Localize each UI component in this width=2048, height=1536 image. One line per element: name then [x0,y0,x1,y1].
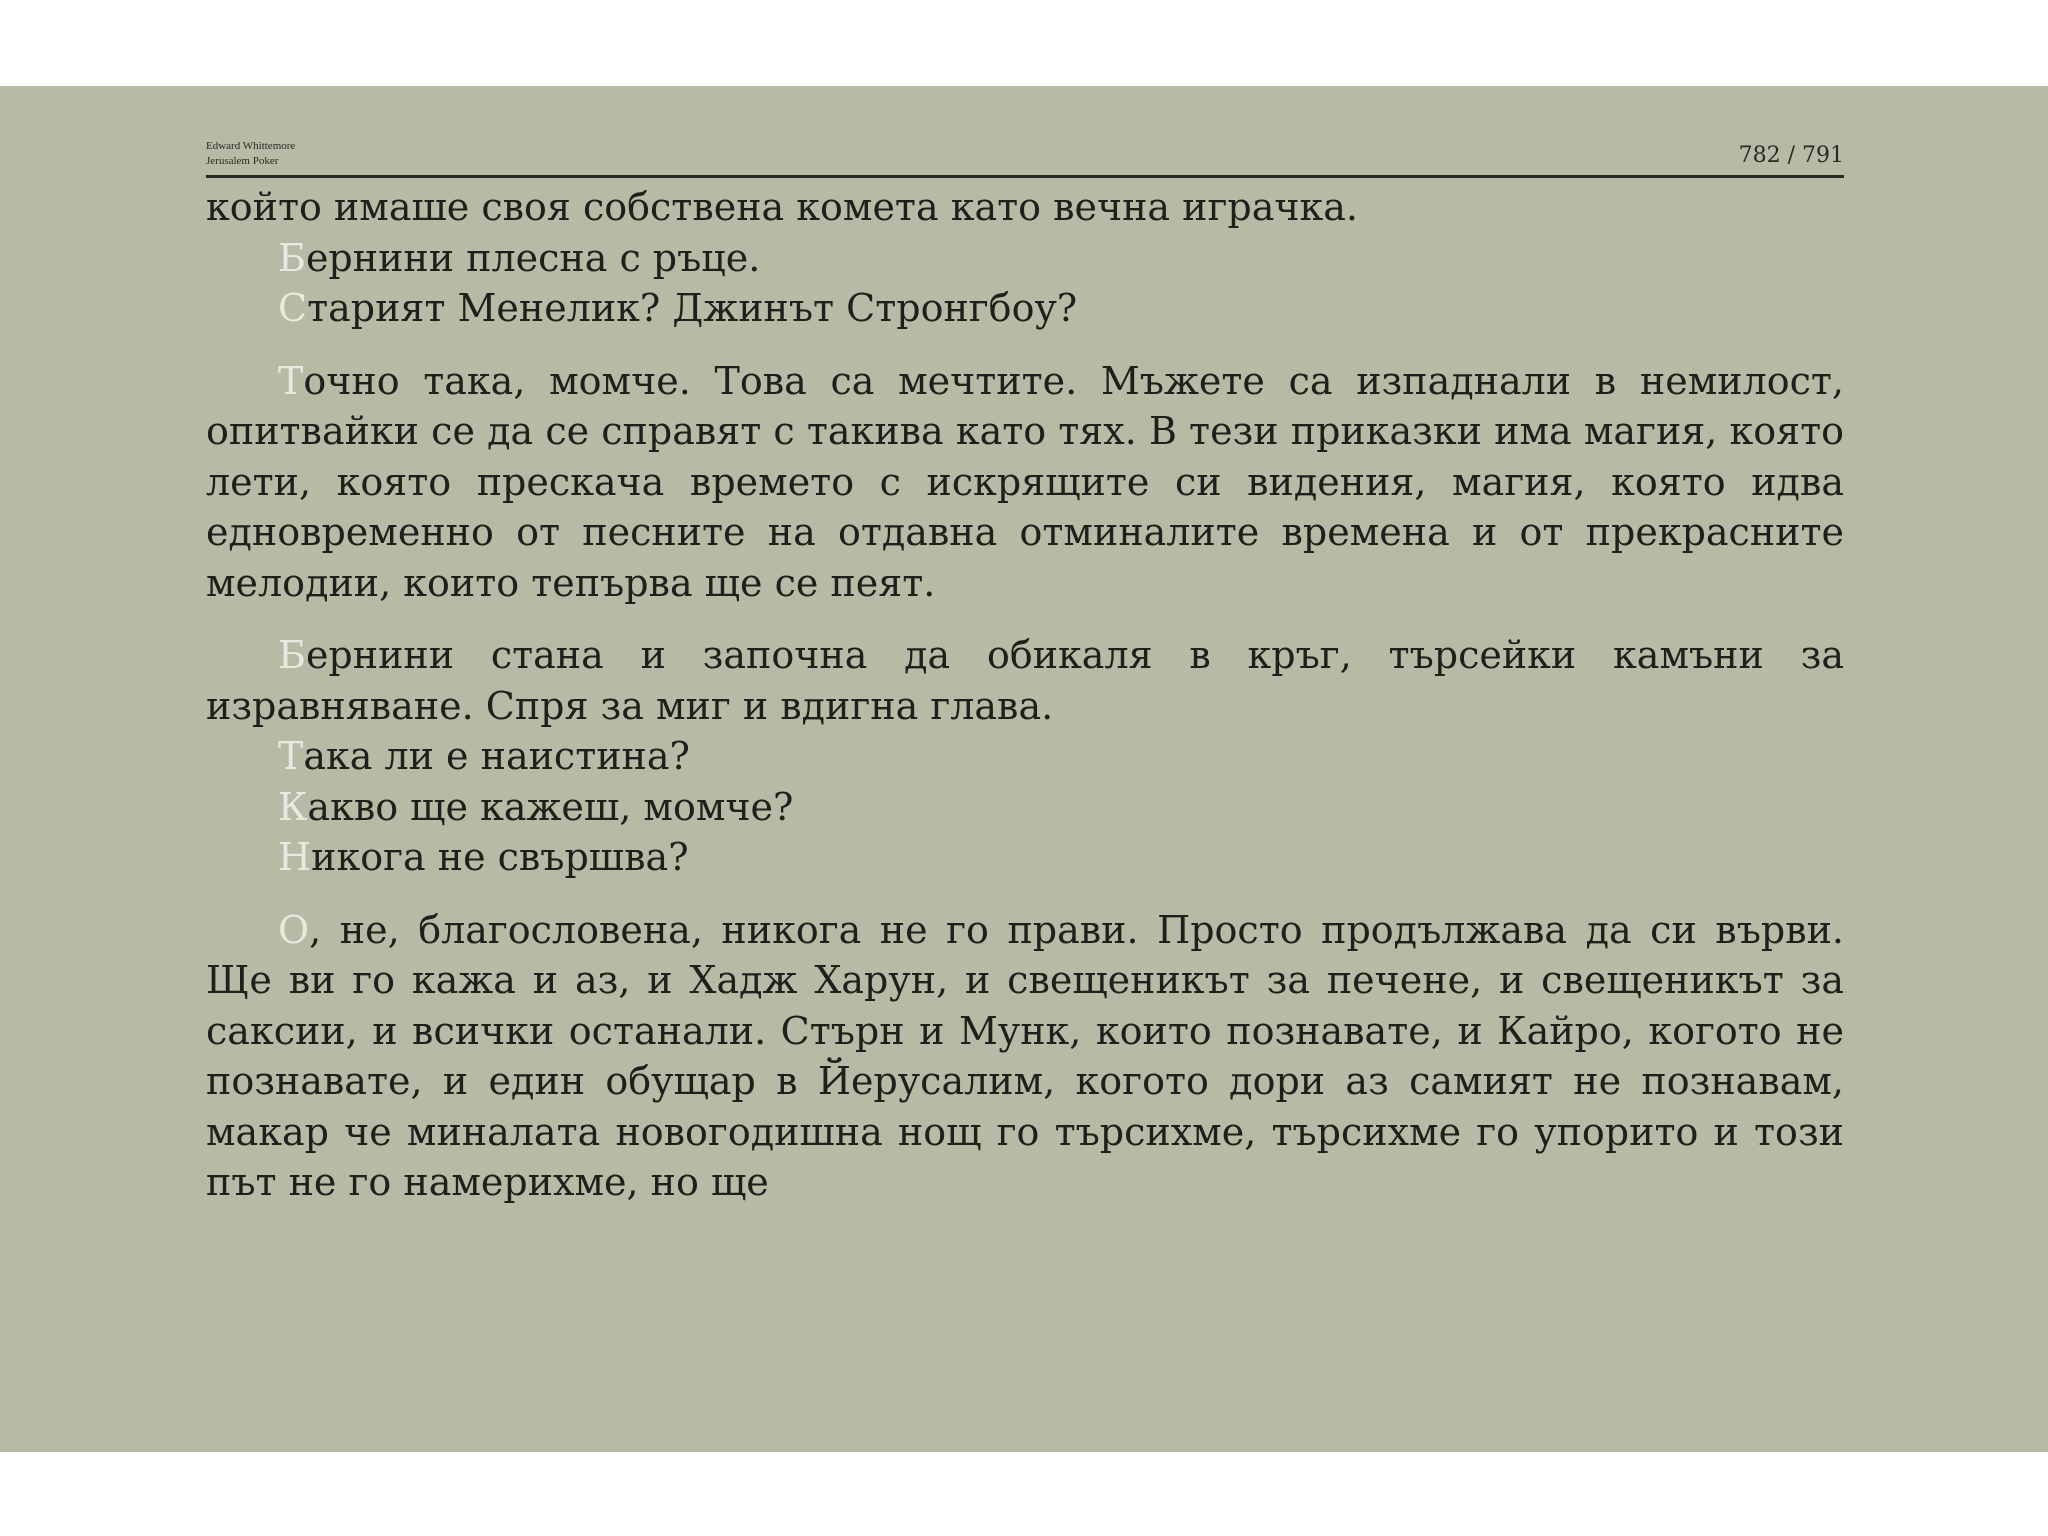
paragraph [206,356,1844,609]
page-body [206,182,1844,1208]
paragraph-text: очно така, момче. Това са мечтите. Мъжете са изпаднали в немилост, опитвайки се да се справят с такива като тях. В тези приказки има магия, която лети, която прескача времето с искрящите си видения, магия, която идва едновременно от песните на отдавна отминалите времена и от прекрасните мелодии, които тепърва ще се пеят. [206,358,1844,605]
paragraph [206,233,1844,284]
author-name: Edward Whittemore [206,140,296,152]
paragraph [206,283,1844,334]
paragraph-text: икога не свършва? [311,835,689,879]
drop-initial: К [278,784,308,829]
page-counter: 782 / 791 [1738,143,1844,168]
drop-initial: О [278,907,310,952]
paragraph [206,905,1844,1208]
paragraph-text: , не, благословена, никога не го прави. Просто продължава да си върви. Ще ви го кажа и аз, и Хадж Харун, и свещеникът за печене, и свещеникът за саксии, и всички останали. Стърн и Мунк, които познавате, и Кайро, когото не познавате, и един обущар в Йерусалим, когото дори аз самият не познавам, макар че миналата новогодишна нощ го търсихме, търсихме го упорито и този път не го намерихме, но ще [206,907,1844,1204]
page-header [206,137,1844,178]
paragraph-text: тарият Менелик? Джинът Стронгбоу? [307,286,1078,330]
paragraph [206,182,1844,233]
drop-initial: Т [278,734,304,778]
paragraph-text: ернини стана и започна да обикаля в кръг, търсейки камъни за изравняване. Спря за миг и вдигна глава. [206,633,1844,728]
paragraph [206,782,1844,833]
paragraph-text: ернини плесна с ръце. [305,235,761,280]
paragraph [206,731,1844,782]
book-meta [206,139,295,169]
drop-initial: Н [278,835,312,879]
paragraph-text: ака ли е наистина? [303,734,690,778]
drop-initial: Б [278,633,306,677]
book-title: Jerusalem Poker [206,155,279,167]
paragraph [206,630,1844,731]
paragraph-text: който имаше своя собствена комета като вечна играчка. [206,185,1358,229]
drop-initial: С [278,286,308,330]
paragraph-text: акво ще кажеш, момче? [307,784,794,829]
drop-initial: Б [278,235,306,280]
paragraph [206,832,1844,883]
drop-initial: Т [278,358,304,403]
